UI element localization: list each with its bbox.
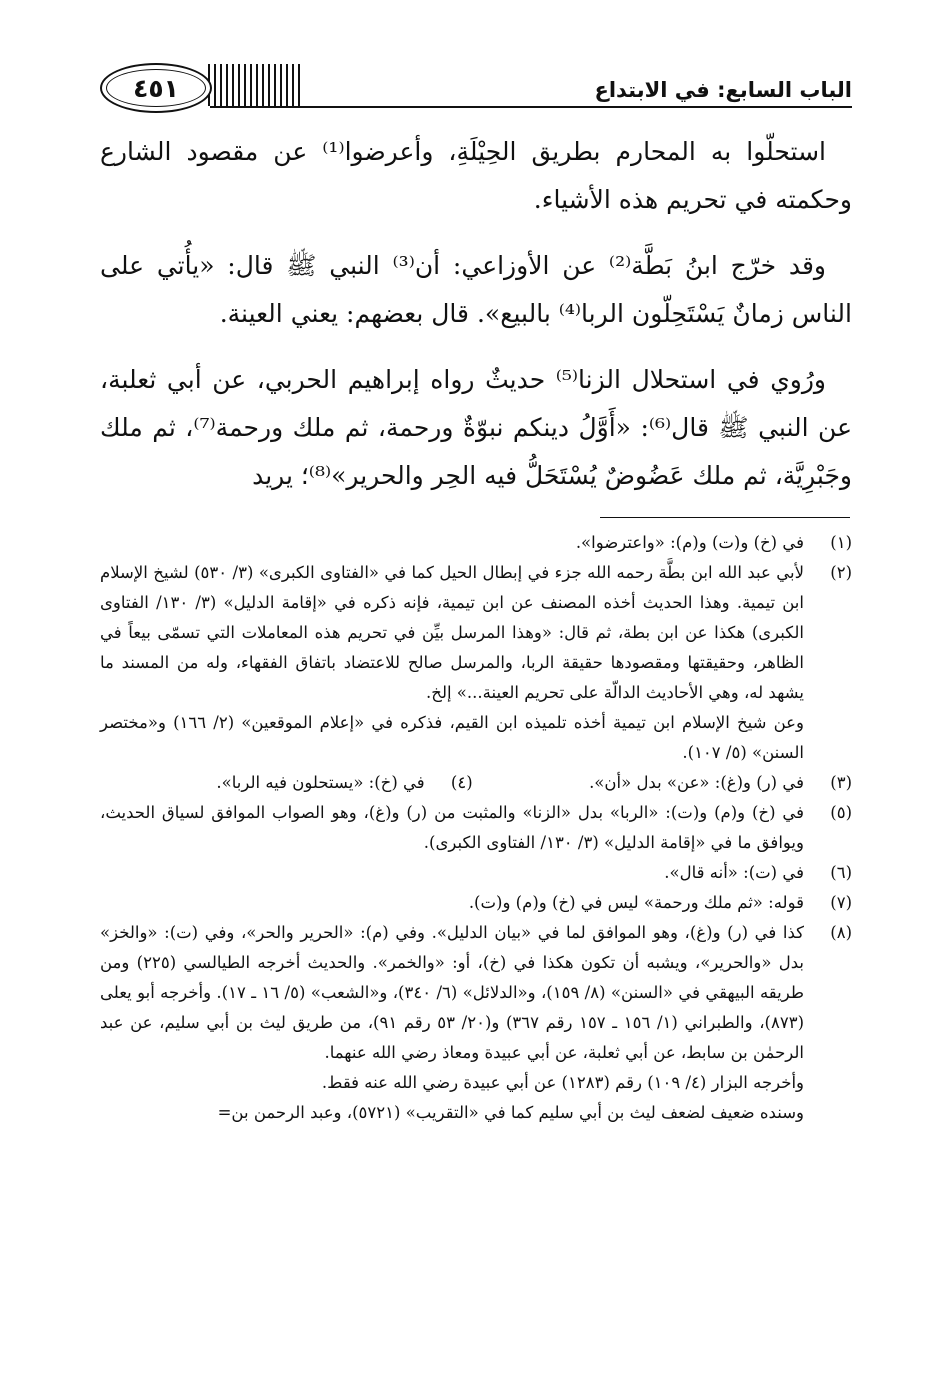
footnote-8 bbox=[100, 918, 852, 1128]
chapter-title: الباب السابع: في الابتداع bbox=[594, 78, 852, 102]
paragraph-2: وقد خرّج ابنُ بَطَّة⁽²⁾ عن الأوزاعي: أن⁽³⁾ النبي ﷺ قال: «يأُتي على الناس زمانٌ يَسْتَحِلّون الربا⁽⁴⁾ بالبيع». قال بعضهم: يعني العينة. bbox=[100, 251, 852, 328]
footnote-text: في (خ): «يستحلون فيه الربا». bbox=[216, 773, 425, 792]
footnote-continuation: وسنده ضعيف لضعف ليث بن أبي سليم كما في «التقريب» (٥٧٢١)، وعبد الرحمن بن= bbox=[217, 1103, 804, 1122]
footnote-text: قوله: «ثم ملك ورحمة» ليس في (خ) و(م) و(ت). bbox=[468, 893, 804, 912]
footnote-text: كذا في (ر) و(غ)، وهو الموافق لما في «بيان الدليل». وفي (م): «الحرير والحر»، وفي (ت): «والخز» بدل «والحرير»، ويشبه أن تكون هكذا في (خ)، أو: «والخمر». والحديث أخرجه الطيالسي (٢٢٥) ومن طريقه البيهقي في «السنن» (٨/ ١٥٩)، و«الدلائل» (٦/ ٣٤٠)، و«الشعب» (٥/ ١٦ ـ ١٧). وأخرجه أبو يعلى (٨٧٣)، والطبراني (١/ ١٥٦ ـ ١٥٧ رقم ٣٦٧) و(٢٠/ ٥٣ رقم ٩١)، من طريق ليث بن أبي سليم، عن عبد الرحمٰن بن سابط، عن أبي ثعلبة، عن أبي عبيدة ومعاذ رضي الله عنهما. bbox=[100, 923, 805, 1062]
header-rule bbox=[210, 106, 852, 108]
footnote-divider bbox=[600, 517, 850, 518]
footnote-number: (٦) bbox=[830, 863, 852, 882]
footnote-text: في (ر) و(غ): «عن» بدل «أن». bbox=[589, 773, 804, 792]
footnote-number: (٥) bbox=[830, 803, 852, 822]
footnote-4 bbox=[100, 768, 473, 798]
header-ornament bbox=[208, 64, 304, 106]
footnote-3 bbox=[473, 768, 852, 798]
footnote-number: (٨) bbox=[830, 923, 852, 942]
footnote-text: في (خ) و(م) و(ت): «الربا» بدل «الزنا» والمثبت من (ر) و(غ)، وهو الصواب الموافق لسياق الحديث، ويوافق ما في «إقامة الدليل» (٣/ ١٣٠/ الفتاوى الكبرى). bbox=[100, 803, 804, 852]
footnote-number: (٢) bbox=[830, 563, 852, 582]
footnote-6 bbox=[100, 858, 852, 888]
footnote-5 bbox=[100, 798, 852, 858]
footnotes-3-4-row bbox=[100, 768, 852, 798]
footnote-number: (٤) bbox=[450, 773, 473, 792]
footnote-number: (٣) bbox=[830, 773, 852, 792]
footnote-number: (١) bbox=[830, 533, 852, 552]
footnote-text: في (ت): «أنه قال». bbox=[664, 863, 804, 882]
footnote-number: (٧) bbox=[830, 893, 852, 912]
footnote-7 bbox=[100, 888, 852, 918]
footnote-2 bbox=[100, 558, 852, 768]
paragraph-1: استحلّوا به المحارم بطريق الحِيْلَةِ، وأعرضوا⁽¹⁾ عن مقصود الشارع وحكمته في تحريم هذه الأشياء. bbox=[100, 137, 852, 214]
footnote-continuation: وعن شيخ الإسلام ابن تيمية أخذه تلميذه ابن القيم، فذكره في «إعلام الموقعين» (٢/ ١٦٦) و«مختصر السنن» (٥/ ١٠٧). bbox=[100, 713, 804, 762]
main-text bbox=[100, 128, 852, 518]
page-header bbox=[100, 58, 852, 108]
page-number: ٤٥١ bbox=[133, 73, 179, 103]
footnote-continuation: وأخرجه البزار (٤/ ١٠٩) رقم (١٢٨٣) عن أبي عبيدة رضي الله عنه فقط. bbox=[321, 1073, 804, 1092]
paragraph-3: ورُوي في استحلال الزنا⁽⁵⁾ حديثٌ رواه إبراهيم الحربي، عن أبي ثعلبة، عن النبي ﷺ قال⁽⁶⁾: «أَوَّلُ دينكم نبوّةٌ ورحمة، ثم ملك ورحمة⁽⁷⁾، ثم ملك وجَبْرِيَّة، ثم ملك عَضُوضٌ يُسْتَحَلُّ فيه الحِر والحرير»⁽⁸⁾؛ يريد bbox=[100, 365, 853, 490]
footnote-text: في (خ) و(ت) و(م): «واعترضوا». bbox=[575, 533, 804, 552]
page-number-frame bbox=[100, 63, 212, 113]
footnote-text: لأبي عبد الله ابن بطَّة رحمه الله جزء في إبطال الحيل كما في «الفتاوى الكبرى» (٣/ ٥٣٠) لشيخ الإسلام ابن تيمية. وهذا الحديث أخذه المصنف عن ابن تيمية، فإنه ذكره في «إقامة الدليل» (٣/ ١٣٠/ الفتاوى الكبرى) هكذا عن ابن بطة، ثم قال: «وهذا المرسل بيِّن في تحريم هذه المعاملات التي تسمّى بيعاً في الظاهر، وحقيقتها ومقصودها حقيقة الربا، والمرسل صالح للاعتضاد باتفاق الفقهاء، وله من المسند ما يشهد له، وهي الأحاديث الدالّة على تحريم العينة...» إلخ. bbox=[100, 563, 804, 702]
footnote-1 bbox=[100, 528, 852, 558]
footnotes bbox=[100, 528, 852, 1128]
